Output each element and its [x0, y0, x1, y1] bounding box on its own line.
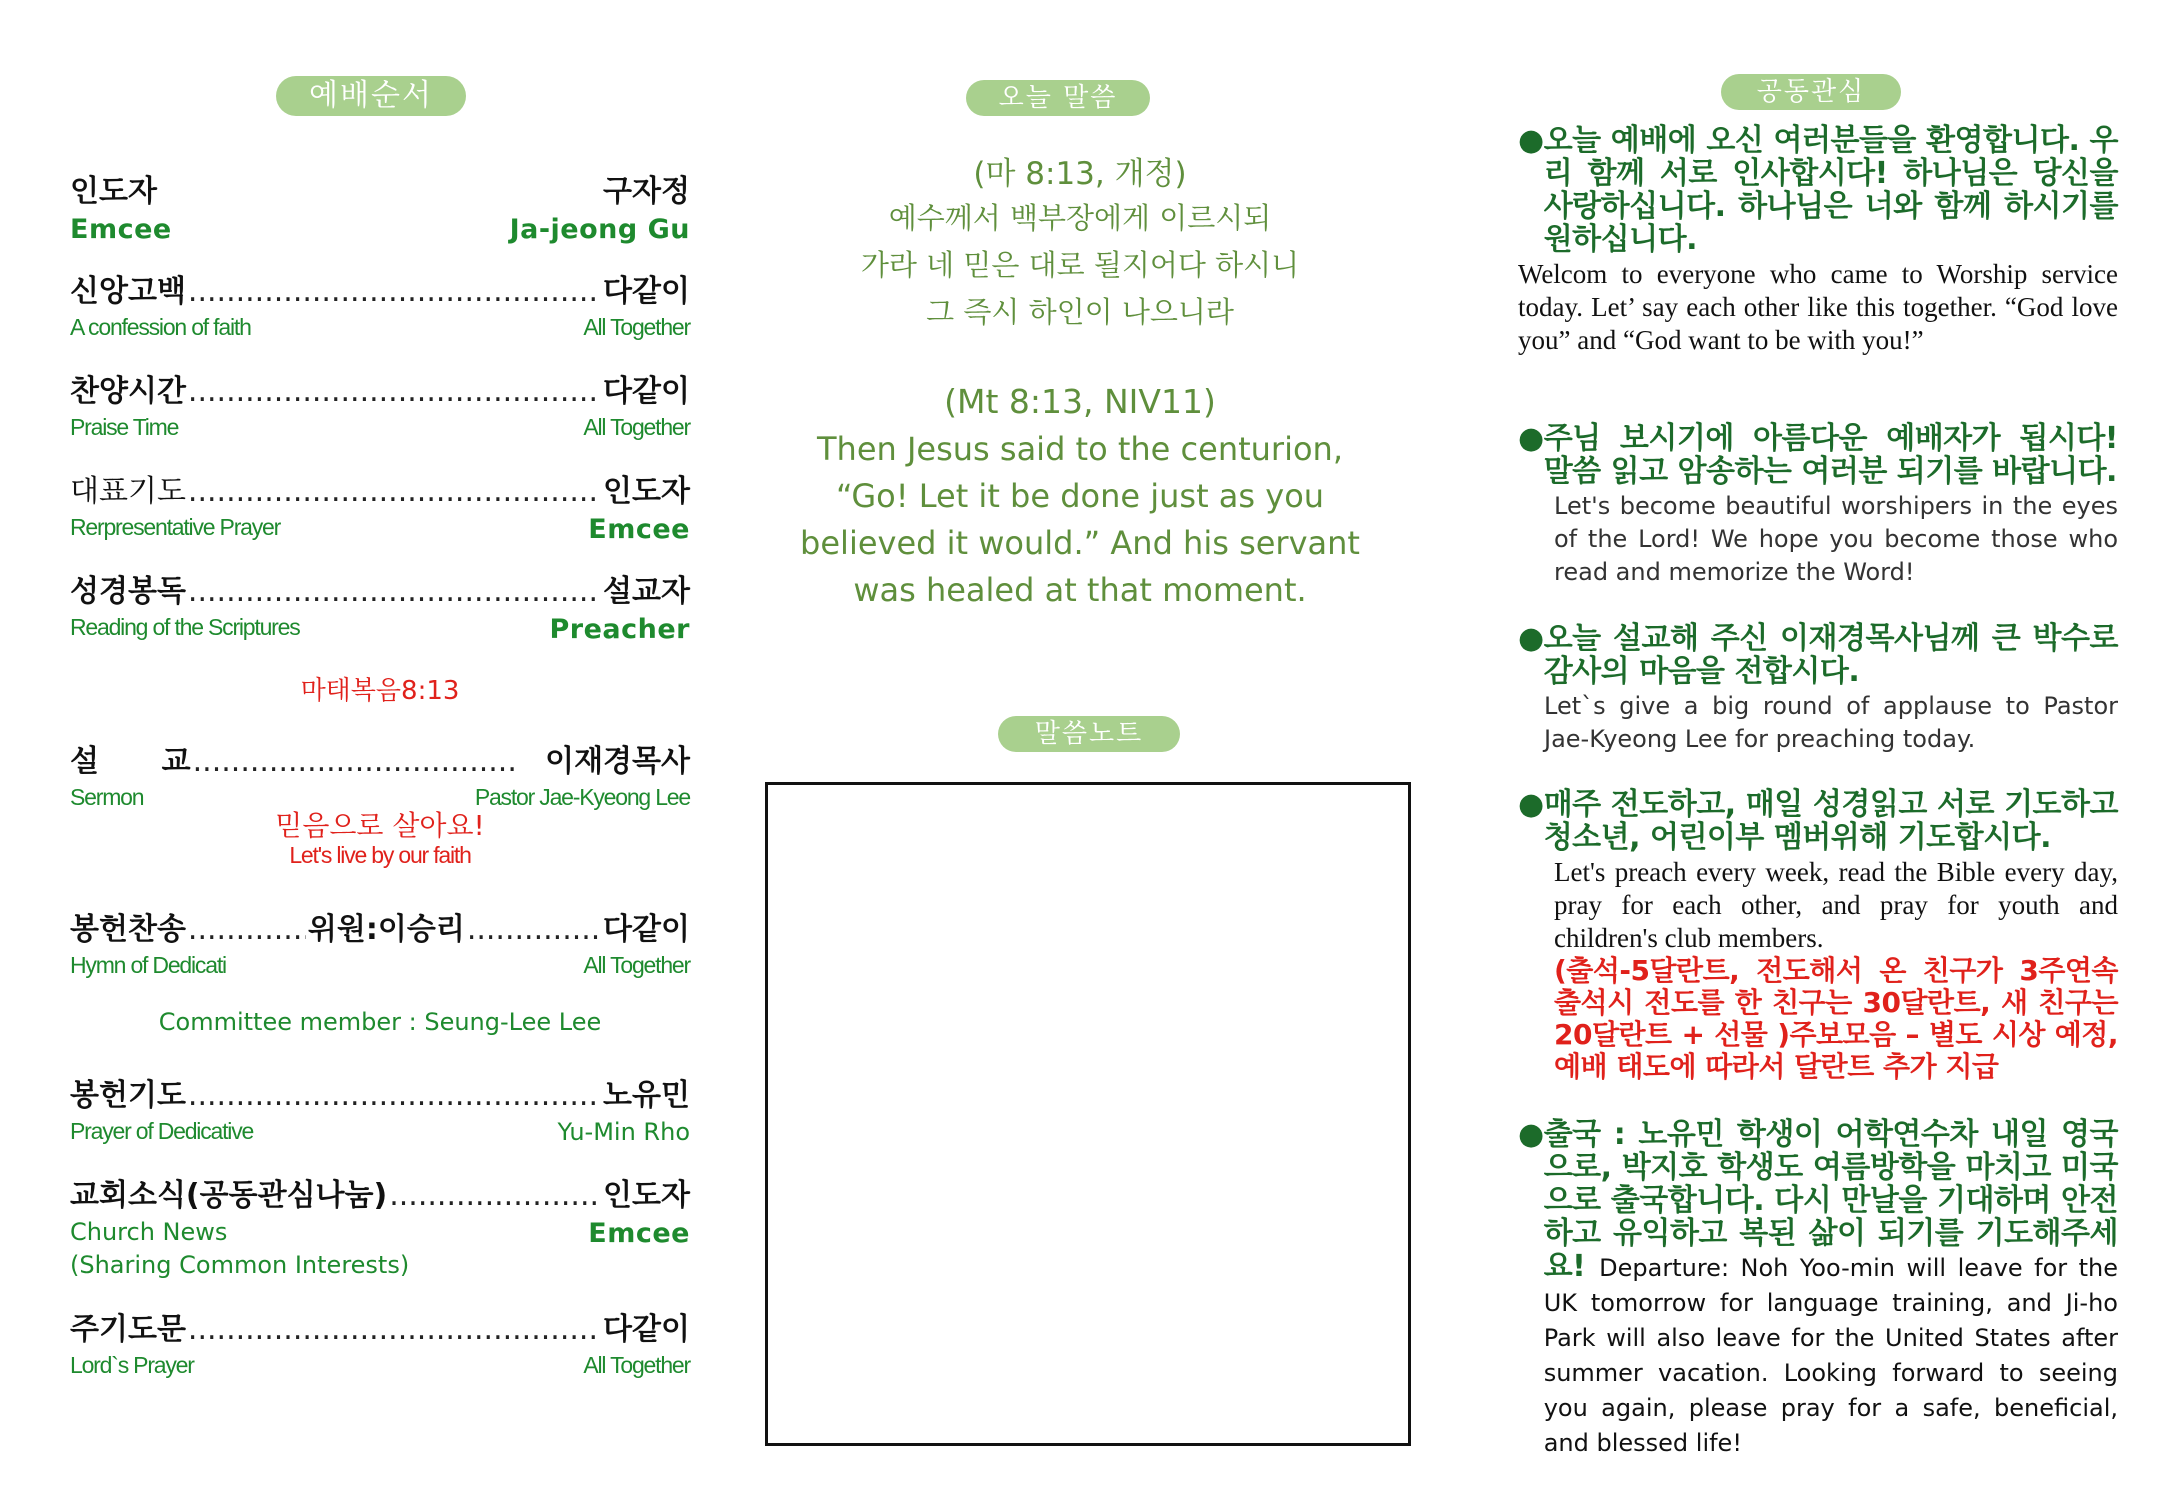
item-ko-right: 인도자 [603, 1178, 690, 1213]
dot-leader [389, 1178, 601, 1213]
talent-reward-notice: (출석-5달란트, 전도해서 온 친구가 3주연속 출석시 전도를 한 친구는 30달란트, 새 친구는 20달란트 + 선물 )주보모음 – 별도 시상 예정, 예배 태도에 따라서 달란트 추가 지급 [1554, 954, 2118, 1083]
announcement-worshipers [1518, 422, 2118, 589]
dot-leader [188, 374, 601, 409]
worship-item-lords-prayer [70, 1304, 690, 1379]
worship-item-confession [70, 266, 690, 341]
todays-word-header: 오늘 말씀 [966, 80, 1150, 116]
item-en-right: All Together [583, 414, 690, 440]
worship-item-scripture-reading [70, 566, 690, 645]
verse-ko-line: 가라 네 믿은 대로 될지어다 하시니 [860, 248, 1300, 282]
item-en-left: Rerpresentative Prayer [70, 514, 281, 540]
announcement-departure [1518, 1118, 2118, 1460]
verse-en-line: was healed at that moment. [853, 571, 1307, 609]
todays-word-column [760, 0, 1400, 1500]
item-ko-left: 교회소식(공동관심나눔) [70, 1178, 388, 1213]
item-ko-left: 설 교 [70, 744, 191, 779]
verse-en-line: believed it would.” And his servant [800, 524, 1360, 562]
item-en-left-2: (Sharing Common Interests) [70, 1251, 410, 1279]
bullet-icon: ● [1518, 621, 1544, 656]
worship-item-church-news [70, 1170, 690, 1279]
bullet-icon: ● [1518, 787, 1544, 822]
dot-leader [193, 744, 519, 779]
verse-en-line: “Go! Let it be done just as you [835, 477, 1325, 515]
dot-leader [467, 912, 601, 947]
dot-leader [188, 474, 601, 509]
item-en-right: Ja-jeong Gu [509, 214, 690, 245]
item-ko-left: 인도자 [70, 174, 157, 209]
worship-item-praise [70, 366, 690, 441]
bullet-icon: ● [1518, 421, 1544, 456]
dot-leader [188, 1078, 601, 1113]
item-en-right: Emcee [588, 1218, 690, 1249]
item-en-right: All Together [583, 1352, 690, 1378]
scripture-reference: 마태복음8:13 [300, 676, 460, 706]
item-ko-right: 노유민 [603, 1078, 690, 1113]
announcement-en: Let's become beautiful worshipers in the eyes of the Lord! We hope you become those who read and memorize the Word! [1554, 492, 2118, 586]
announcement-body [1544, 1118, 2118, 1460]
common-interests-header: 공동관심 [1721, 74, 1901, 110]
sermon-notes-box[interactable] [765, 782, 1411, 1446]
item-ko-left: 성경봉독 [70, 574, 186, 609]
announcement-en: Departure: Noh Yoo-min will leave for the UK tomorrow for language training, and Ji-ho Park will also leave for the United States after summer vacation. Looking forward to seeing you again, please pray for a safe, beneficial, and blessed life! [1543, 1254, 2118, 1457]
verse-en-line: Then Jesus said to the centurion, [817, 430, 1343, 468]
item-en-right: Yu-Min Rho [557, 1118, 690, 1146]
item-en-right: Preacher [549, 614, 690, 645]
dot-leader [188, 574, 601, 609]
worship-item-offering-hymn [70, 904, 690, 979]
item-ko-right: 다같이 [603, 912, 690, 947]
common-interests-column [1518, 0, 2128, 1500]
item-en-right: Pastor Jae-Kyeong Lee [474, 784, 690, 810]
item-ko-right: 구자정 [603, 174, 690, 209]
announcement-ko: 매주 전도하고, 매일 성경읽고 서로 기도하고 청소년, 어린이부 멤버위해 기도합시다. [1543, 787, 2118, 855]
bullet-icon: ● [1518, 1117, 1544, 1152]
sermon-title-ko: 믿음으로 살아요! [275, 809, 485, 842]
dot-leader [188, 274, 601, 309]
item-en-left: A confession of faith [70, 314, 251, 340]
item-en-right: All Together [583, 314, 690, 340]
item-en-left: Reading of the Scriptures [70, 614, 300, 640]
item-ko-left: 봉헌기도 [70, 1078, 186, 1113]
item-ko-right: 인도자 [603, 474, 690, 509]
item-en-left: Church News [70, 1218, 228, 1246]
announcement-en: Welcom to everyone who came to Worship service today. Let’ say each other like this together. “God love you” and “God want to be with you!” [1518, 259, 2118, 355]
item-ko-mid: 위원:이승리 [307, 912, 465, 947]
item-ko-left: 대표기도 [70, 474, 186, 509]
item-ko-right: 다같이 [603, 274, 690, 309]
announcement-en: Let's preach every week, read the Bible every day, pray for each other, and pray for youth and children's club members. [1554, 857, 2118, 953]
announcement-ko: 출국 : 노유민 학생이 어학연수차 내일 영국으로, 박지호 학생도 여름방학을 마치고 미국으로 출국합니다. 다시 만날을 기대하며 안전하고 유익하고 복된 삶이 되기를 기도해주세요! [1543, 1117, 2118, 1284]
committee-member: Committee member : Seung-Lee Lee [158, 1008, 602, 1036]
announcement-ko: 오늘 예배에 오신 여러분들을 환영합니다. 우리 함께 서로 인사합시다! 하나님은 당신을 사랑하십니다. 하나님은 너와 함께 하시기를 원하십니다. [1543, 123, 2118, 257]
item-en-left: Hymn of Dedicati [70, 952, 226, 978]
item-en-left: Sermon [70, 784, 144, 810]
verse-en-reference: (Mt 8:13, NIV11) [944, 382, 1216, 421]
order-of-worship-header: 예배순서 [276, 76, 466, 116]
sermon-title-en: Let's live by our faith [289, 842, 471, 868]
verse-ko-line: 예수께서 백부장에게 이르시되 [888, 201, 1272, 235]
item-ko-right: 다같이 [603, 374, 690, 409]
dot-leader [188, 1312, 601, 1347]
item-ko-right: 설교자 [603, 574, 690, 609]
bullet-icon: ● [1518, 123, 1544, 158]
worship-item-sermon [70, 736, 690, 811]
announcement-ko: 주님 보시기에 아름다운 예배자가 됩시다! 말씀 읽고 암송하는 여러분 되기를 바랍니다. [1543, 421, 2118, 489]
item-ko-left: 봉헌찬송 [70, 912, 186, 947]
item-en-right: Emcee [588, 514, 690, 545]
announcement-en: Let`s give a big round of applause to Pastor Jae-Kyeong Lee for preaching today. [1544, 692, 2118, 753]
item-en-left: Praise Time [70, 414, 179, 440]
order-of-worship-column [70, 0, 690, 1500]
item-en-left: Emcee [70, 214, 172, 245]
announcement-welcome [1518, 124, 2118, 357]
verse-ko-line: 그 즉시 하인이 나으니라 [926, 295, 1234, 329]
item-ko-left: 찬양시간 [70, 374, 186, 409]
dot-leader [188, 912, 306, 947]
announcement-ko: 오늘 설교해 주신 이재경목사님께 큰 박수로 감사의 마음을 전합시다. [1543, 621, 2118, 689]
item-ko-left: 주기도문 [70, 1312, 186, 1347]
worship-item-offering-prayer [70, 1070, 690, 1146]
item-ko-right: 이재경목사 [545, 744, 690, 779]
sermon-notes-header: 말씀노트 [998, 716, 1180, 752]
item-ko-right: 다같이 [603, 1312, 690, 1347]
item-en-left: Prayer of Dedicative [70, 1118, 254, 1144]
item-en-right: All Together [583, 952, 690, 978]
item-ko-left: 신앙고백 [70, 274, 186, 309]
worship-item-representative-prayer [70, 466, 690, 545]
verse-ko-reference: (마 8:13, 개정) [973, 156, 1187, 192]
announcement-evangelism [1518, 788, 2118, 1083]
announcement-applause [1518, 622, 2118, 756]
item-en-left: Lord`s Prayer [70, 1352, 194, 1378]
worship-item-emcee [70, 166, 690, 245]
